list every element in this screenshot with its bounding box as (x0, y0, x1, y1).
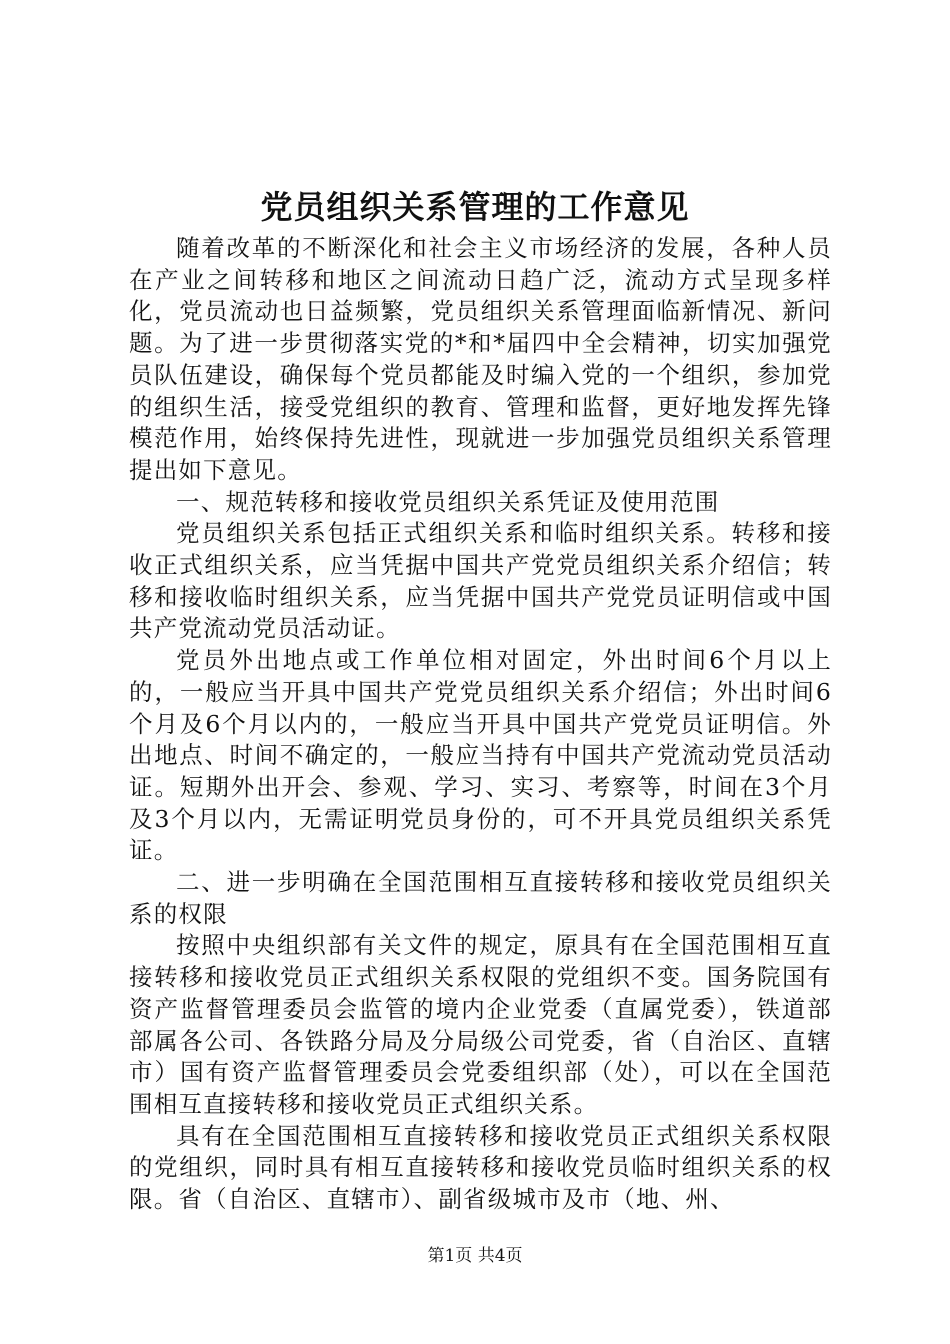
paragraph: 党员组织关系包括正式组织关系和临时组织关系。转移和接收正式组织关系，应当凭据中国共产党党员组织关系介绍信；转移和接收临时组织关系，应当凭据中国共产党党员证明信或中国共产党流动党员活动证。 (129, 519, 832, 643)
document-body (129, 233, 832, 1216)
paragraph-intro: 随着改革的不断深化和社会主义市场经济的发展，各种人员在产业之间转移和地区之间流动日趋广泛，流动方式呈现多样化，党员流动也日益频繁，党员组织关系管理面临新情况、新问题。为了进一步贯彻落实党的*和*届四中全会精神，切实加强党员队伍建设，确保每个党员都能及时编入党的一个组织，参加党的组织生活，接受党组织的教育、管理和监督，更好地发挥先锋模范作用，始终保持先进性，现就进一步加强党员组织关系管理提出如下意见。 (129, 234, 832, 484)
section-heading-1: 一、规范转移和接收党员组织关系凭证及使用范围 (176, 487, 720, 516)
document-title: 党员组织关系管理的工作意见 (260, 188, 690, 226)
paragraph: 具有在全国范围相互直接转移和接收党员正式组织关系权限的党组织，同时具有相互直接转移和接收党员临时组织关系的权限。省（自治区、直辖市）、副省级城市及市（地、州、 (129, 1121, 832, 1214)
paragraph: 按照中央组织部有关文件的规定，原具有在全国范围相互直接转移和接收党员正式组织关系权限的党组织不变。国务院国有资产监督管理委员会监管的境内企业党委（直属党委），铁道部部属各公司、各铁路分局及分局级公司党委，省（自治区、直辖市）国有资产监督管理委员会党委组织部（处），可以在全国范围相互直接转移和接收党员正式组织关系。 (129, 931, 832, 1118)
paragraph: 党员外出地点或工作单位相对固定，外出时间6个月以上的，一般应当开具中国共产党党员组织关系介绍信；外出时间6个月及6个月以内的，一般应当开具中国共产党党员证明信。外出地点、时间不确定的，一般应当持有中国共产党流动党员活动证。短期外出开会、参观、学习、实习、考察等，时间在3个月及3个月以内，无需证明党员身份的，可不开具党员组织关系凭证。 (129, 646, 832, 865)
section-heading-2: 二、进一步明确在全国范围相互直接转移和接收党员组织关系的权限 (129, 868, 832, 928)
page-footer: 第1页 共4页 (427, 1246, 523, 1266)
